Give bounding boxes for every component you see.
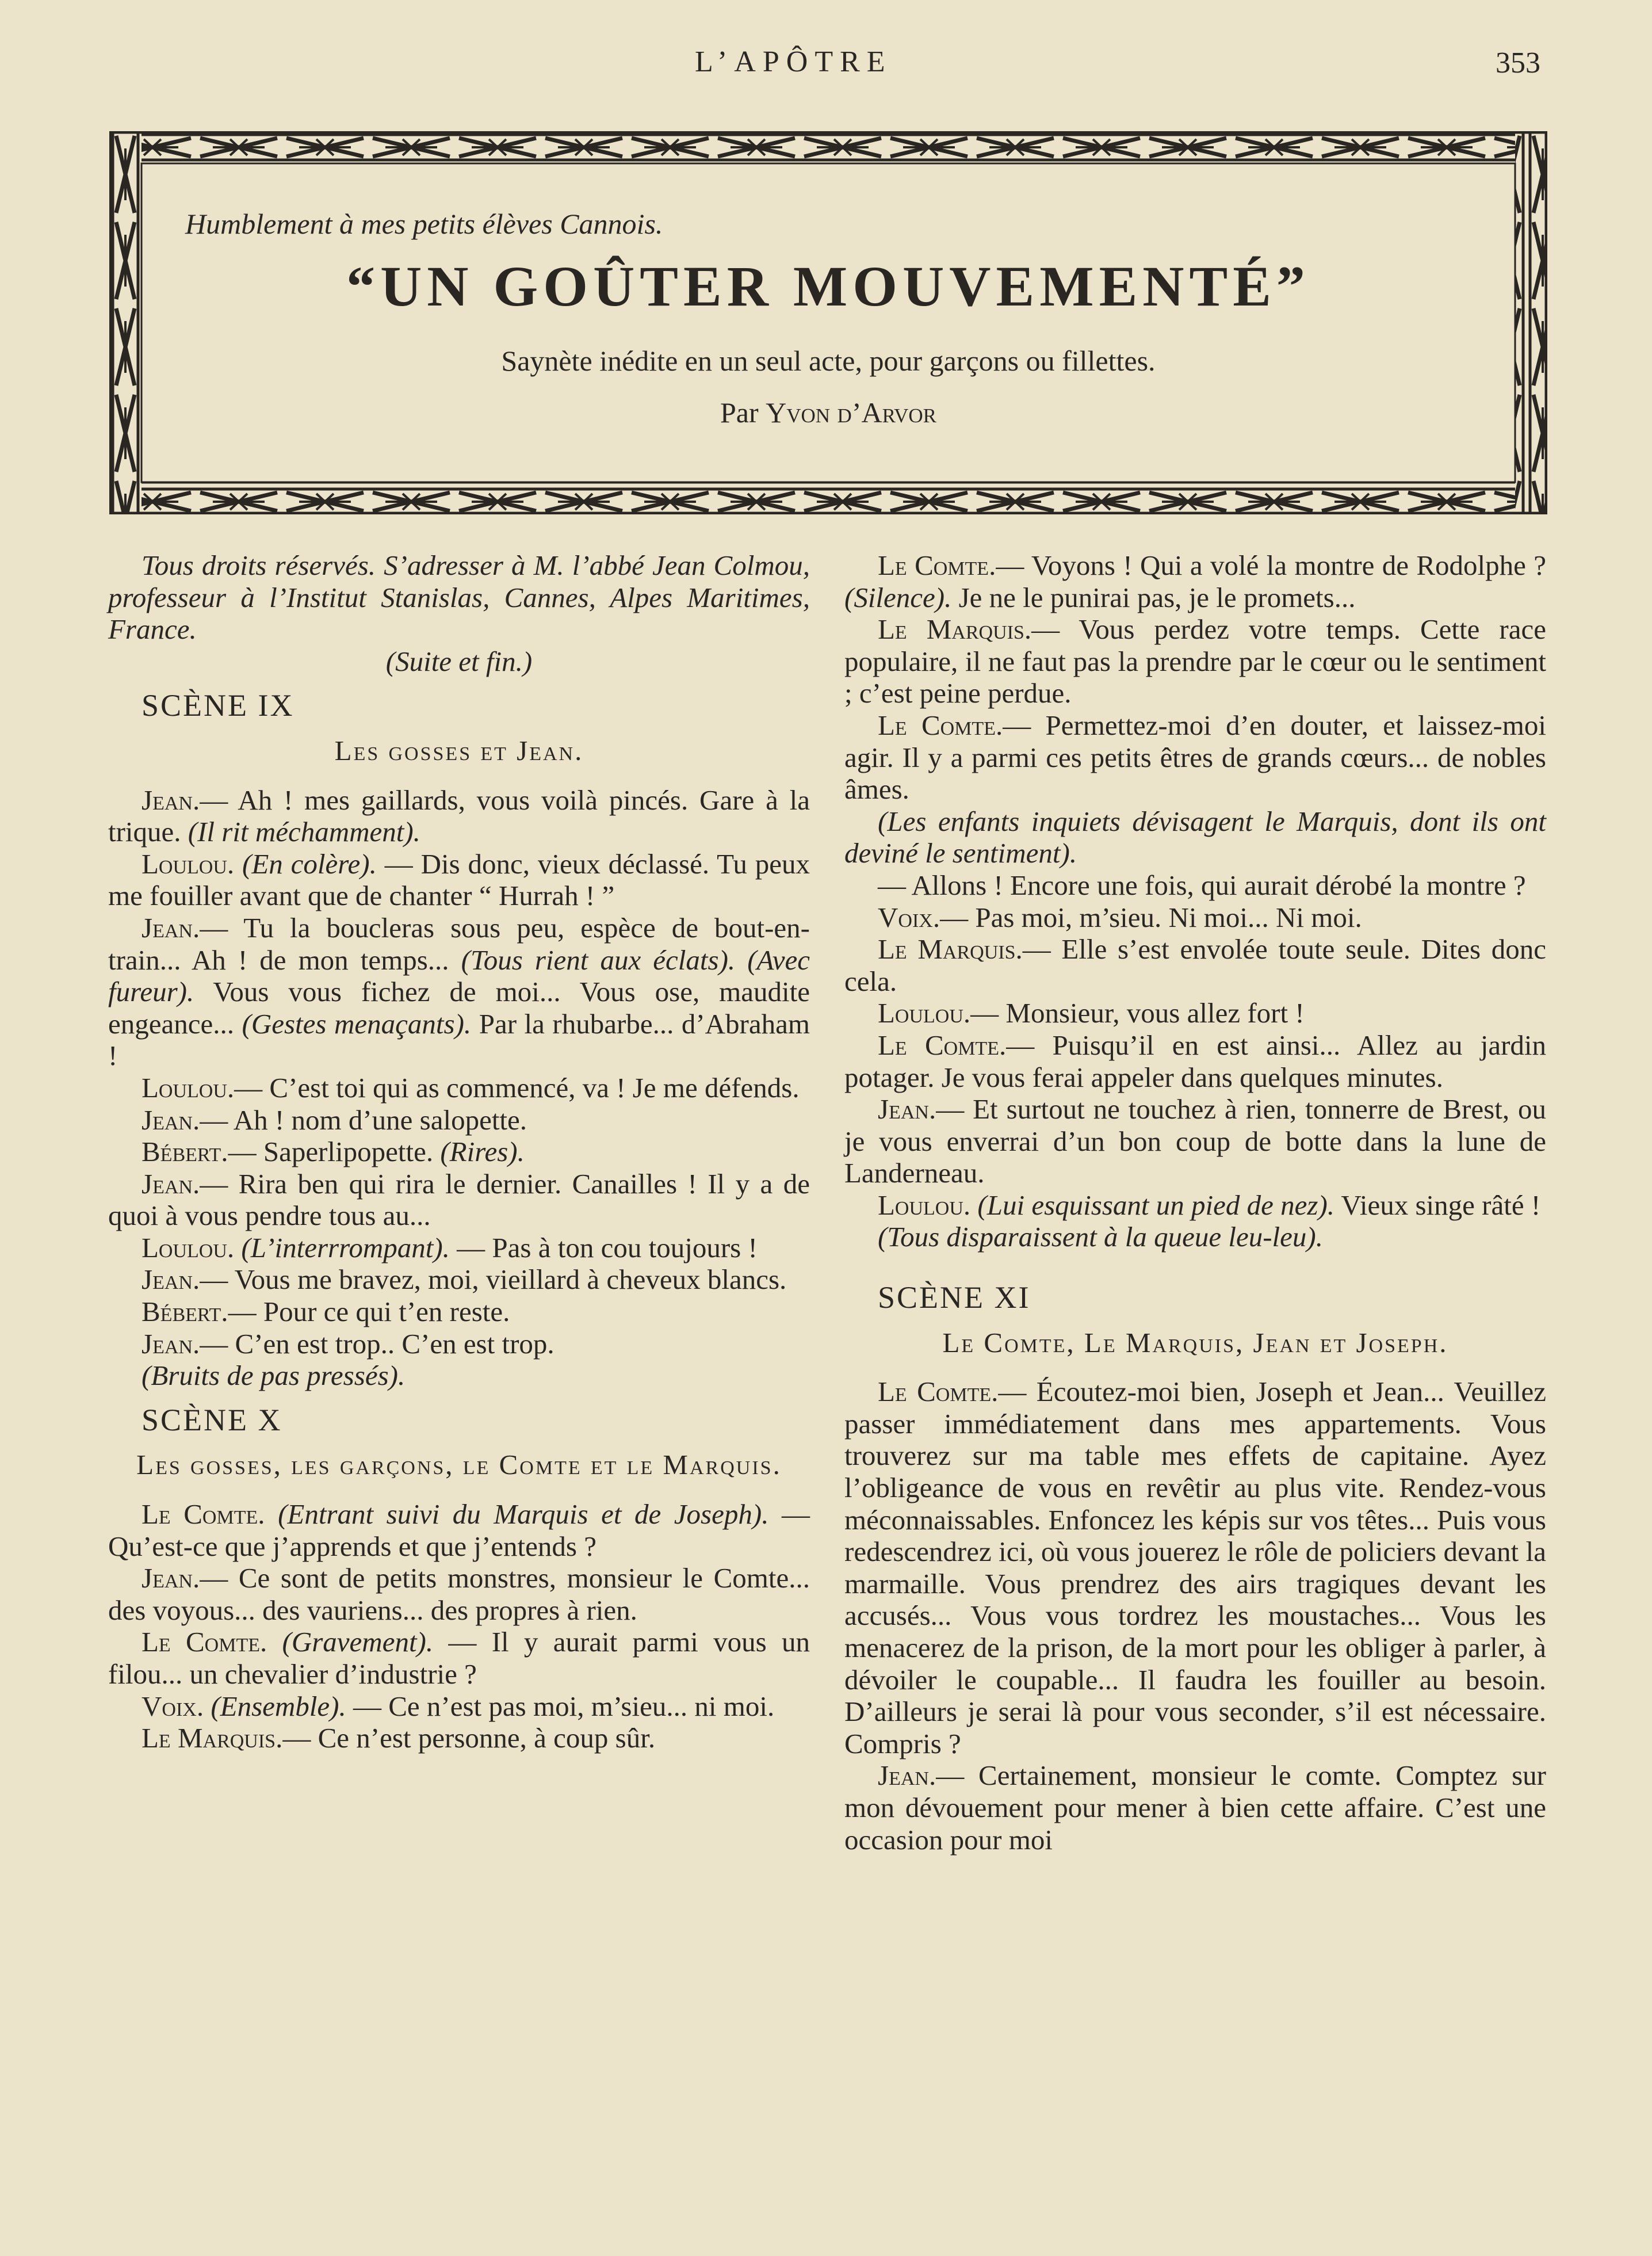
speech: — Dis donc, vieux déclassé. Tu peux me fouiller avant que de chanter “ Hurrah ! ” — [108, 848, 810, 912]
dialogue-line — [844, 613, 1546, 709]
speaker: Le Marquis. — [878, 613, 1032, 646]
speaker: Loulou. — [142, 848, 235, 880]
speech: — Puisqu’il en est ainsi... Allez au jardin potager. Je vous ferai appeler dans quelques minutes. — [844, 1029, 1546, 1093]
speech: — Ce n’est personne, à coup sûr. — [282, 1722, 656, 1754]
scene-heading: SCÈNE XI — [878, 1280, 1031, 1315]
speech: — C’est toi qui as commencé, va ! Je me défends. — [234, 1071, 800, 1104]
speech: Par la rhubarbe... d’Abraham ! — [108, 1007, 810, 1072]
speaker: Le Comte. — [142, 1626, 267, 1658]
speech: — Vous me bravez, moi, vieillard à cheveux blancs. — [200, 1263, 787, 1296]
author-name: Yvon d’Arvor — [766, 396, 937, 429]
speaker: Voix. — [142, 1690, 204, 1722]
dialogue-line — [108, 1498, 810, 1562]
stage-direction: (Lui esquissant un pied de nez). — [970, 1189, 1335, 1221]
speaker: Loulou. — [878, 997, 971, 1029]
play-subtitle: Saynète inédite en un seul acte, pour garçons ou fillettes. — [501, 345, 1156, 377]
speaker: Bébert. — [142, 1296, 228, 1328]
speech: — Il y aurait parmi vous un filou... un chevalier d’industrie ? — [108, 1626, 810, 1690]
speaker: Jean. — [142, 1562, 200, 1594]
dialogue-line — [844, 869, 1546, 902]
speech: — Ce n’est pas moi, m’sieu... ni moi. — [346, 1690, 775, 1722]
speech: — Et surtout ne touchez à rien, tonnerre de Brest, ou je vous enverrai d’un bon coup de botte dans la lune de Landerneau. — [844, 1093, 1546, 1189]
cast-list: Le Comte, Le Marquis, Jean et Joseph. — [942, 1326, 1448, 1358]
speaker: Le Marquis. — [878, 933, 1023, 965]
dialogue-line — [844, 709, 1546, 806]
speech: Je ne le punirai pas, je le promets... — [951, 581, 1356, 613]
speaker: Jean. — [142, 911, 200, 944]
speech: — Certainement, monsieur le comte. Comptez sur mon dévouement pour mener à bien cette affaire. C’est une occasion pour moi — [844, 1759, 1546, 1856]
stage-direction: (Silence). — [844, 581, 952, 613]
dialogue-line — [844, 997, 1546, 1029]
dialogue-line — [844, 1189, 1546, 1221]
speech: — Saperlipopette. — [228, 1136, 441, 1168]
speech: — Ce sont de petits monstres, monsieur le Comte... des voyous... des vauriens... des propres à rien. — [108, 1562, 810, 1626]
stage-direction: (Tous rient aux éclats). — [461, 944, 736, 976]
scene-heading: SCÈNE X — [142, 1402, 282, 1437]
dialogue-line — [844, 1759, 1546, 1856]
play-title: “UN GOÛTER MOUVEMENTÉ” — [346, 254, 1310, 318]
speech: — C’en est trop.. C’en est trop. — [200, 1327, 555, 1360]
speaker: Loulou. — [142, 1071, 235, 1104]
speech: — Tu la boucleras sous peu, espèce de bout-en-train... Ah ! de mon temps... — [108, 911, 810, 976]
dialogue-line — [844, 933, 1546, 997]
speaker: Bébert. — [142, 1136, 228, 1168]
speaker: Voix. — [878, 901, 940, 933]
dialogue-line — [108, 1296, 810, 1328]
speaker: Loulou. — [878, 1189, 971, 1221]
speech: — Monsieur, vous allez fort ! — [970, 997, 1305, 1029]
page-number: 353 — [1496, 47, 1540, 79]
right-column — [844, 549, 1546, 1856]
speech: — Permettez-moi d’en douter, et laissez-moi agir. Il y a parmi ces petits êtres de grands cœurs... de nobles âmes. — [844, 709, 1546, 806]
dialogue-line — [108, 1690, 810, 1723]
speech: — Pour ce qui t’en reste. — [228, 1296, 510, 1328]
speaker: Jean. — [142, 1263, 200, 1296]
dialogue-line — [844, 549, 1546, 613]
speech: Vieux singe râté ! — [1334, 1189, 1541, 1221]
speech: — Voyons ! Qui a volé la montre de Rodolphe ? — [996, 549, 1546, 581]
dialogue-line — [108, 1626, 810, 1690]
speaker: Jean. — [142, 1167, 200, 1200]
speaker: Le Marquis. — [142, 1722, 283, 1754]
dialogue-line — [844, 1029, 1546, 1093]
stage-direction: (L’interrrompant). — [234, 1231, 450, 1263]
dialogue-line — [108, 1232, 810, 1264]
dialogue-line — [108, 912, 810, 1072]
speech: — Allons ! Encore une fois, qui aurait dérobé la montre ? — [878, 869, 1526, 901]
speech: — Ah ! mes gaillards, vous voilà pincés. Gare à la trique. — [108, 784, 810, 848]
dialogue-line — [844, 1093, 1546, 1189]
speech: — Écoutez-moi bien, Joseph et Jean... Veuillez passer immédiatement dans mes appartements. Vous trouverez sur ma table mes effets de capitaine. Ayez l’obligeance de vous en revêtir au plus vite. Rendez-vous méconnaissables. Enfoncez les képis sur vos têtes... Puis vous redescendrez ici, où vous jouerez le rôle de policiers devant la marmaille. Vous prendrez des airs tragiques devant les accusés... Vous vous tordrez les moustaches... Vous les menacerez de la prison, de la mort pour les obliger à parler, à dévoiler le coupable... Il faudra les fouiller au besoin. D’ailleurs je serai là pour vous seconder, s’il est nécessaire. Compris ? — [844, 1376, 1546, 1759]
stage-direction: (Avec fureur). — [108, 944, 810, 1008]
stage-direction: (Entrant suivi du Marquis et de Joseph). — [265, 1498, 769, 1530]
dialogue-line — [844, 1376, 1546, 1759]
speech: Vous vous fichez de moi... Vous ose, maudite engeance... — [108, 976, 810, 1040]
speaker: Jean. — [142, 784, 200, 816]
speaker: Le Comte. — [878, 549, 996, 581]
dialogue-line — [108, 1562, 810, 1626]
dialogue-line — [108, 1722, 810, 1754]
dialogue-line — [108, 1328, 810, 1360]
speaker: Le Comte. — [878, 1376, 999, 1408]
speaker: Jean. — [142, 1104, 200, 1136]
speaker: Le Comte. — [878, 709, 1003, 741]
dialogue-line — [844, 902, 1546, 934]
author-prefix: Par — [720, 396, 759, 429]
dialogue-line — [108, 1104, 810, 1136]
stage-direction: (Rires). — [440, 1136, 525, 1168]
stage-direction: (Bruits de pas pressés). — [142, 1360, 406, 1392]
stage-direction: (Les enfants inquiets dévisagent le Marquis, dont ils ont deviné le sentiment). — [844, 805, 1546, 869]
interlaced-x-ornament-icon — [109, 131, 1547, 514]
stage-direction: (Il rit méchamment). — [188, 816, 420, 848]
stage-direction: (Ensemble). — [204, 1690, 346, 1722]
stage-direction: (Gestes menaçants). — [242, 1007, 472, 1040]
stage-direction: (Gravement). — [267, 1626, 434, 1658]
dedication: Humblement à mes petits élèves Cannois. — [185, 208, 663, 240]
author-line — [109, 396, 1547, 429]
speech: — Ah ! nom d’une salopette. — [200, 1104, 527, 1136]
stage-direction: (Tous disparaissent à la queue leu-leu). — [878, 1221, 1323, 1253]
dialogue-line — [108, 1168, 810, 1232]
cast-list: Les gosses, les garçons, le Comte et le Marquis. — [136, 1449, 782, 1481]
cast-list: Les gosses et Jean. — [334, 734, 584, 766]
ornamental-title-frame — [109, 131, 1547, 514]
dialogue-line — [108, 784, 810, 848]
speaker: Loulou. — [142, 1231, 235, 1263]
dialogue-line — [108, 848, 810, 912]
scene-heading: SCÈNE IX — [142, 688, 295, 723]
speech: — Qu’est-ce que j’apprends et que j’entends ? — [108, 1498, 810, 1562]
speaker: Le Comte. — [142, 1498, 265, 1530]
rights-notice: Tous droits réservés. S’adresser à M. l’abbé Jean Colmou, professeur à l’Institut Stanislas, Cannes, Alpes Maritimes, France. — [108, 549, 810, 646]
running-title: L’APÔTRE — [695, 45, 892, 78]
dialogue-line — [108, 1136, 810, 1168]
left-column — [108, 549, 810, 1754]
continuation-note: (Suite et fin.) — [385, 645, 533, 677]
stage-direction: (En colère). — [234, 848, 377, 880]
dialogue-line — [108, 1072, 810, 1104]
dialogue-line — [108, 1263, 810, 1296]
speaker: Jean. — [142, 1327, 200, 1360]
speech: — Rira ben qui rira le dernier. Canailles ! Il y a de quoi à vous pendre tous au... — [108, 1167, 810, 1232]
speaker: Jean. — [878, 1093, 936, 1125]
speech: — Pas à ton cou toujours ! — [449, 1231, 758, 1263]
speech: — Vous perdez votre temps. Cette race populaire, il ne faut pas la prendre par le cœur ou le sentiment ; c’est peine perdue. — [844, 613, 1546, 709]
speaker: Le Comte. — [878, 1029, 1007, 1061]
speech: — Pas moi, m’sieu. Ni moi... Ni moi. — [940, 901, 1362, 933]
speaker: Jean. — [878, 1759, 936, 1792]
speech: — Elle s’est envolée toute seule. Dites donc cela. — [844, 933, 1546, 997]
